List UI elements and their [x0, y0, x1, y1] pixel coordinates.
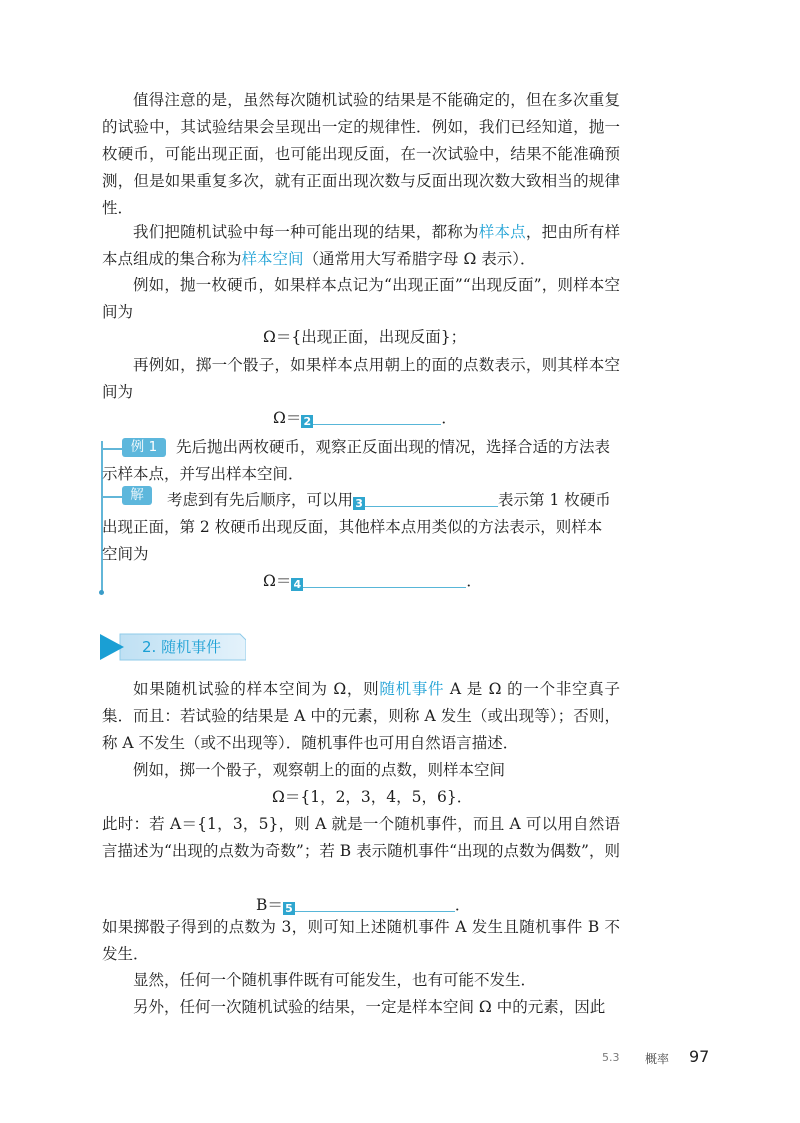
- paragraph-event-may-occur: 显然，任何一个随机事件既有可能发生，也有可能不发生．: [133, 971, 537, 989]
- formula-lhs: Ω＝: [263, 572, 292, 590]
- term-sample-space: 样本空间: [241, 250, 304, 268]
- footer-section-title: 概率: [645, 1052, 670, 1066]
- formula-end: ．: [454, 896, 471, 914]
- solution-bracket-tick: [101, 496, 123, 498]
- paragraph-die-event-example: 例如，掷一个骰子，观察朝上的面的点数，则样本空间: [133, 761, 506, 779]
- example-bracket-tick: [101, 448, 123, 450]
- text-span: A 是 Ω 的一个非空真子集．而且：若试验的结果是 A 中的元素，则称 A 发生（或出现等）；否则，称 A 不发生（或不出现等）．随机事件也可用自然语言描述．: [102, 680, 620, 752]
- paragraph-coin-example: 例如，抛一枚硬币，如果样本点记为“出现正面”“出现反面”，则样本空间为: [102, 276, 620, 321]
- page-number: 97: [689, 1047, 710, 1066]
- term-sample-point: 样本点: [478, 223, 526, 241]
- section-title: 2. 随机事件: [142, 638, 222, 656]
- answer-blank-3[interactable]: [353, 489, 498, 510]
- paragraph-die-example: 再例如，掷一个骰子，如果样本点用朝上的面的点数表示，则其样本空间为: [102, 356, 620, 401]
- example-text-line1: 先后抛出两枚硬币，观察正反面出现的情况，选择合适的方法表: [176, 438, 611, 456]
- formula-die-outcomes: Ω＝{1，2，3，4，5，6}．: [272, 788, 473, 806]
- footer-section-number: 5.3: [602, 1051, 620, 1064]
- solution-line1: [167, 487, 611, 514]
- answer-blank-4[interactable]: [291, 570, 466, 591]
- paragraph-outcome-in-sample-space: 另外，任何一次随机试验的结果，一定是样本空间 Ω 中的元素，因此: [133, 998, 606, 1016]
- text-span: 表示第 1 枚硬币: [498, 491, 611, 509]
- formula-coin-sample-space: Ω＝{出现正面，出现反面}；: [263, 328, 467, 346]
- paragraph-event-occurs: 如果掷骰子得到的点数为 3，则可知上述随机事件 A 发生且随机事件 B 不发生．: [102, 918, 620, 963]
- solution-line2: 出现正面，第 2 枚硬币出现反面，其他样本点用类似的方法表示，则样本: [102, 518, 603, 536]
- answer-blank-5[interactable]: [283, 894, 455, 915]
- blank-number-badge: 5: [283, 902, 295, 915]
- solution-line3: 空间为: [102, 545, 149, 563]
- formula-die-sample-space: [273, 405, 457, 432]
- formula-lhs: Ω＝: [273, 409, 302, 427]
- formula-end: ．: [441, 409, 457, 427]
- paragraph-sample-space-definition: [102, 219, 620, 273]
- term-random-event: 随机事件: [379, 680, 445, 698]
- paragraph-regularity: 值得注意的是，虽然每次随机试验的结果是不能确定的，但在多次重复的试验中，其试验结果会呈现出一定的规律性．例如，我们已经知道，抛一枚硬币，可能出现正面，也可能出现反面，在一次试验中，结果不能准确预测，但是如果重复多次，就有正面出现次数与反面出现次数大致相当的规律性．: [102, 91, 620, 217]
- blank-number-badge: 4: [291, 578, 303, 591]
- blank-number-badge: 2: [301, 415, 313, 428]
- text-span: ，把由所有样本点组成的集合称为: [102, 223, 620, 268]
- formula-lhs: B＝: [256, 896, 283, 914]
- answer-blank-2[interactable]: [301, 407, 441, 428]
- solution-tag: 解: [122, 486, 152, 505]
- example-tag: 例 1: [122, 438, 166, 457]
- text-span: 考虑到有先后顺序，可以用: [167, 491, 354, 509]
- example-text-line2: 示样本点，并写出样本空间．: [102, 465, 304, 483]
- paragraph-odd-even-events: 此时：若 A＝{1，3，5}，则 A 就是一个随机事件，而且 A 可以用自然语言描述为“出现的点数为奇数”；若 B 表示随机事件“出现的点数为偶数”，则: [102, 815, 620, 860]
- text-span: 我们把随机试验中每一种可能出现的结果，都称为: [133, 223, 479, 241]
- paragraph-random-event-definition: [102, 676, 620, 757]
- bracket-end-dot: [99, 590, 104, 595]
- text-span: （通常用大写希腊字母 Ω 表示）．: [303, 250, 536, 268]
- blank-number-badge: 3: [353, 497, 365, 510]
- text-span: 如果随机试验的样本空间为 Ω，则: [133, 680, 380, 698]
- formula-end: ．: [466, 572, 482, 590]
- formula-two-coins-sample-space: [263, 568, 482, 595]
